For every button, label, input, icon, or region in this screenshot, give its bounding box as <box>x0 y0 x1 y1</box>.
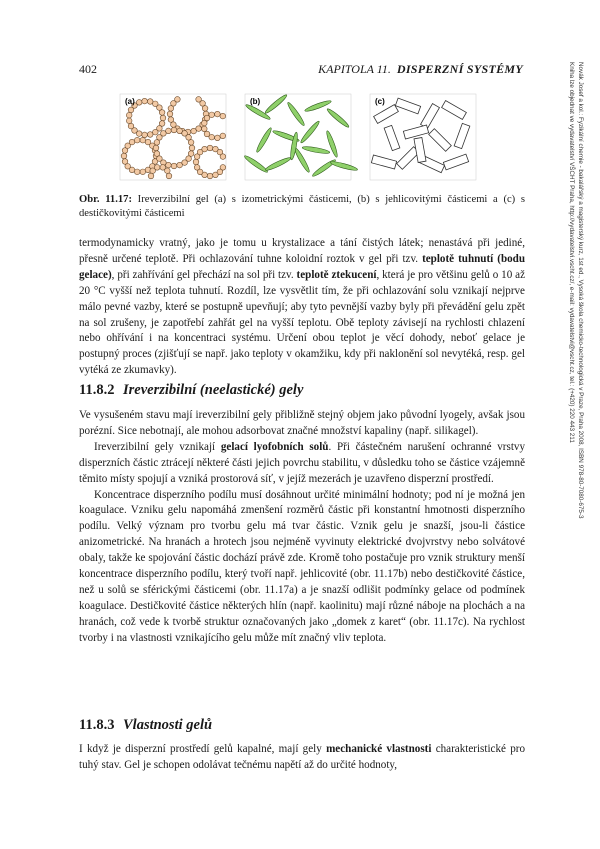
sphere-particle <box>207 173 213 179</box>
intro-text-3: , která je pro většinu gelů o 10 až 20 °C vyšší než teplota tuhnutí. Rozdíl, lze vysvětlit tím, že při ochlazování solu vznikají nejprve málo pevné vazby, které se postupně upevňují; aby tyto pevnější vazby byly při převádění gelu zpět na sol zrušeny, je zapotřebí zahřát gel na vyšší teplotu. Obě teploty závisejí na rychlosti chlazení nebo ohřívání i na koncentraci systému. Určení obou teplot je věcí dohody, neboť gelace je postupný proces (zjišťují se např. jako teploty v okamžiku, kdy při naklonění sol nevytéká, resp. gel vytéká ze zkumavky). <box>79 268 526 377</box>
chapter-heading <box>318 62 523 78</box>
term-gelation-point: teplotě tuhnutí (bodu gelace) <box>79 252 526 281</box>
sphere-particle <box>140 169 146 175</box>
sphere-particle <box>175 97 181 103</box>
sphere-particle <box>168 117 174 123</box>
sphere-particle <box>153 145 159 151</box>
term-lyophobic-sol-gelation: gelací lyofobních solů <box>220 440 329 453</box>
sphere-particle <box>166 128 172 134</box>
panel-a-isometric-particle-gel <box>120 94 226 180</box>
section-heading-1 <box>79 382 525 399</box>
section-2-title: Vlastnosti gelů <box>123 717 213 733</box>
figure-caption <box>79 193 525 221</box>
sphere-particle <box>148 173 154 179</box>
sphere-particle <box>134 169 140 175</box>
sphere-particle <box>177 162 183 168</box>
section-1-paragraph-3: Koncentrace disperzního podílu musí dosáhnout určité minimální hodnoty; pod ní je možná jen koagulace. Vzniku gelu napomáhá zmenšení rozměrů částic při konstantní hmotnosti disperzního podílu. Velký význam pro tvorbu gelu má tvar částic. Vznik gelu je snazší, jsou-li částice anizometrické. Na hranách a hrotech jsou nejméně vyvinuty elektrické dvojvrstvy nebo solvátové obaly, takže ke spojování částic dochází právě zde. Kromě toho postačuje pro vznik struktury menší koncentrace disperzního podílu, který tvoří např. jehlicovité (obr. 11.17b) nebo destičkovité částice, než u solů se sférickými částicemi (obr. 11.17a) a je snazší odlišit podmínky gelace od podmínek koagulace. Destičkovité částice některých hlín (např. kaolinitu) mají různé náboje na plochách a na hranách, což vede k tvorbě struktur označovaných jako „domek z karet“ (obr. 11.17c). Na rychlost tvorby i na vlastnosti vznikajícího gelu může mít značný vliv teplota. <box>79 488 525 644</box>
side-note-line-1: Novák Josef a kol.: Fyzikální chemie - bakalářský a magisterský kurz, 1st ed., Vysoká škola chemicko-technologická v Praze, Praha 2008, ISBN 978-80-7080-675-3 <box>577 62 584 519</box>
panel-b-label: (b) <box>250 97 261 106</box>
sphere-particle <box>202 146 208 152</box>
panel-c-label: (c) <box>375 97 385 106</box>
sphere-particle <box>126 118 132 124</box>
intro-text-2: , při zahřívání gel přechází na sol při tzv. <box>111 268 297 281</box>
sphere-particle <box>202 106 208 112</box>
sphere-particle <box>134 137 140 143</box>
sphere-particle <box>193 159 199 165</box>
s2p1-text-a: I když je disperzní prostředí gelů kapalné, mají gely <box>79 743 327 755</box>
side-note-text <box>545 62 585 582</box>
section-1-paragraph-1: Ve vysušeném stavu mají ireverzibilní gely přibližně stejný objem jako původní lyogely, avšak jsou porézní. Sice nebotnají, ale mohou adsorbovat značné množství kapaliny (např. silikagel). <box>79 409 525 437</box>
sphere-particle <box>188 140 194 146</box>
sphere-particle <box>129 139 135 145</box>
term-mechanical-properties: mechanické vlastnosti <box>326 743 432 755</box>
sphere-particle <box>171 163 177 169</box>
section-1-paragraph-2 <box>79 440 525 488</box>
sphere-particle <box>189 145 195 151</box>
section-heading-2 <box>79 717 525 734</box>
figure-gel-structures <box>118 92 478 184</box>
sphere-particle <box>209 112 215 118</box>
sphere-particle <box>153 129 159 135</box>
section-1-body <box>79 408 525 647</box>
sphere-particle <box>126 112 132 118</box>
sphere-particle <box>204 131 210 137</box>
panel-b-needle-particle-gel <box>243 93 358 180</box>
sphere-particle <box>136 100 142 106</box>
panel-a-label: (a) <box>125 97 135 106</box>
intro-text-1: termodynamicky vratný, jako je tomu u krystalizace a tání čistých látek; nenastává při jediné, přesně určené teplotě. Při ochlazování tuhne koloidní roztok v gel při tzv. <box>79 237 525 265</box>
section-1-number: 11.8.2 <box>79 382 115 398</box>
sphere-particle <box>147 99 153 105</box>
sphere-particle <box>202 120 208 126</box>
sphere-particle <box>215 111 221 117</box>
sphere-particle <box>142 132 148 138</box>
panel-c-plate-particle-gel <box>370 94 476 180</box>
caption-label: Obr. 11.17: <box>79 194 132 205</box>
sphere-particle <box>128 123 134 129</box>
section-2-paragraph-1 <box>79 742 525 774</box>
caption-text: Ireverzibilní gel (a) s izometrickými částicemi, (b) s jehlicovitými částicemi a (c) s destičkovitými částicemi <box>79 194 526 219</box>
section-2-number: 11.8.3 <box>79 717 115 733</box>
page-number: 402 <box>79 62 97 76</box>
chapter-label: KAPITOLA 11. <box>318 62 391 76</box>
sphere-particle <box>154 165 160 171</box>
sphere-particle <box>159 110 165 116</box>
intro-paragraph <box>79 236 525 379</box>
sphere-particle <box>154 151 160 157</box>
sphere-particle <box>191 128 197 134</box>
s1p2-text-b: . Při částečném narušení ochranné vrstvy disperzních částic ztrácejí některé části jejich povrchu stabilitu, v důsledku toho se částice vzájemně těmito místy spojují a vzniká prostorová síť, v jejíž mezerách je uzavřeno disperzní prostředí. <box>79 440 525 485</box>
sphere-particle <box>166 173 172 179</box>
s2p1-text-b: charakteristické pro tuhý stav. Gel je schopen odolávat tečnému napětí až do určité hodnoty, <box>79 743 525 771</box>
sphere-particle <box>207 145 213 151</box>
page-header <box>79 62 523 78</box>
sphere-particle <box>171 127 177 133</box>
sphere-particle <box>147 132 153 138</box>
sphere-particle <box>213 172 219 178</box>
sphere-particle <box>167 111 173 117</box>
s1p2-text-a: Ireverzibilní gely vznikají <box>94 440 221 453</box>
side-note-line-2: Kniha lze objednat ve vydavatelství VŠCHT Praha, http://vydavatelstvi.vscht.cz/, e-mail: vydavatelstvi@vscht.cz, tel.: (+420) 220 443 211 <box>568 62 575 443</box>
sphere-particle <box>121 153 127 159</box>
sphere-particle <box>220 113 226 119</box>
chapter-title: DISPERZNÍ SYSTÉMY <box>396 62 523 76</box>
sphere-particle <box>215 135 221 141</box>
figure-svg <box>118 92 478 184</box>
sphere-particle <box>220 133 226 139</box>
sphere-particle <box>202 126 208 132</box>
sphere-particle <box>122 159 128 165</box>
term-liquefaction-temp: teplotě ztekucení <box>296 268 377 281</box>
section-2-body <box>79 742 525 774</box>
sphere-particle <box>142 98 148 104</box>
section-1-title: Ireverzibilní (neelastické) gely <box>123 382 304 398</box>
sphere-particle <box>220 154 226 160</box>
sphere-particle <box>140 137 146 143</box>
sphere-particle <box>165 168 171 174</box>
sphere-particle <box>160 115 166 121</box>
side-note <box>545 62 585 582</box>
sphere-particle <box>194 165 200 171</box>
